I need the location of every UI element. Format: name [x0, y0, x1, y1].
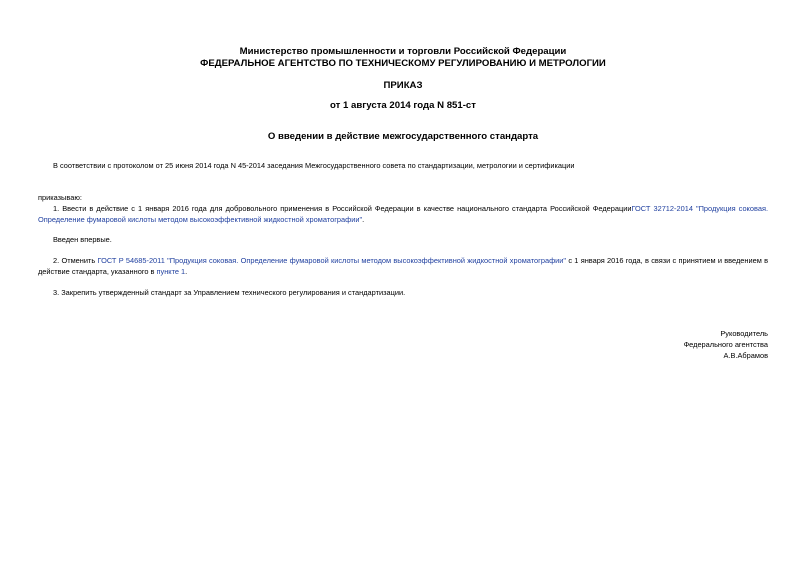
- signatory-org: Федерального агентства: [683, 340, 768, 349]
- item-2-paragraph: [38, 255, 768, 277]
- signatory-name: А.В.Абрамов: [723, 351, 768, 360]
- signatory-title: Руководитель: [720, 329, 768, 338]
- order-word: приказываю:: [38, 193, 82, 202]
- signature-block: [684, 328, 768, 361]
- point-1-link[interactable]: пункте 1: [156, 267, 186, 276]
- item-1-text: 1. Ввести в действие с 1 января 2016 года для добровольного применения в Российской Федерации в качестве национального стандарта Российской Федерации: [53, 204, 632, 213]
- item-3-paragraph: 3. Закрепить утвержденный стандарт за Управлением технического регулирования и стандартизации.: [53, 288, 406, 297]
- item-1-end: .: [362, 215, 365, 224]
- gost-32712-link[interactable]: ГОСТ 32712-2014 "Продукция соковая. Определение фумаровой кислоты методом высокоэффективной жидкостной хроматографии": [38, 204, 768, 224]
- issuer-heading: [38, 46, 768, 69]
- document-type: ПРИКАЗ: [383, 80, 423, 91]
- item-2-end: .: [185, 267, 188, 276]
- item-2-start: 2. Отменить: [53, 256, 98, 265]
- ministry-name: Министерство промышленности и торговли Российской Федерации: [239, 46, 567, 57]
- preamble-paragraph: В соответствии с протоколом от 25 июня 2014 года N 45-2014 заседания Межгосударственного совета по стандартизации, метрологии и сертификации: [53, 161, 575, 170]
- gost-r-54685-link[interactable]: ГОСТ Р 54685-2011 "Продукция соковая. Определение фумаровой кислоты методом высокоэффективной жидкостной хроматографии": [97, 256, 567, 265]
- introduced-note: Введен впервые.: [53, 235, 112, 244]
- document-date-number: от 1 августа 2014 года N 851-ст: [330, 100, 476, 111]
- agency-name: ФЕДЕРАЛЬНОЕ АГЕНТСТВО ПО ТЕХНИЧЕСКОМУ РЕГУЛИРОВАНИЮ И МЕТРОЛОГИИ: [200, 57, 606, 69]
- item-1-paragraph: [38, 203, 768, 225]
- document-subject: О введении в действие межгосударственного стандарта: [267, 131, 539, 142]
- item-2-mid: с 1 января 2016 года, в связи с принятием и введением в действие стандарта, указанного в: [38, 256, 768, 276]
- document-page: [38, 0, 768, 571]
